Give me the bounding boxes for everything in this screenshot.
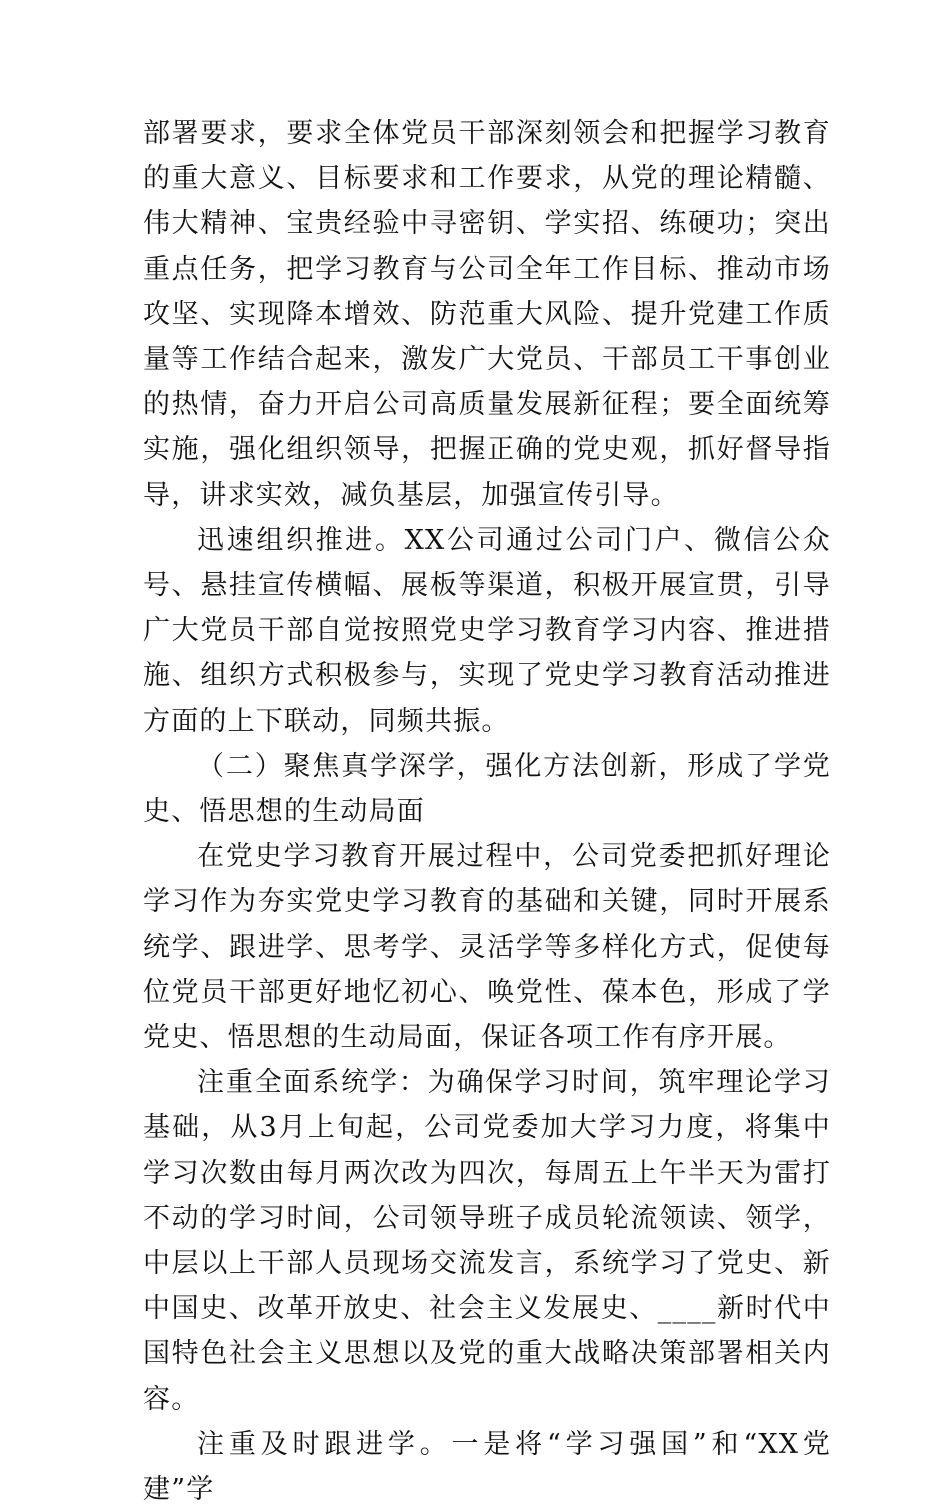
document-page <box>143 111 831 1512</box>
paragraph-rapid-promotion: 迅速组织推进。XX公司通过公司门户、微信公众号、悬挂宣传横幅、展板等渠道，积极开展宣贯，引导广大党员干部自觉按照党史学习教育学习内容、推进措施、组织方式积极参与，实现了党史学习教育活动推进方面的上下联动，同频共振。 <box>143 524 831 737</box>
paragraph-theory-study: 在党史学习教育开展过程中，公司党委把抓好理论学习作为夯实党史学习教育的基础和关键，同时开展系统学、跟进学、思考学、灵活学等多样化方式，促使每位党员干部更好地忆初心、唤党性、葆本色，形成了学党史、悟思想的生动局面，保证各项工作有序开展。 <box>143 841 831 1054</box>
section-heading-2: （二）聚焦真学深学，强化方法创新，形成了学党史、悟思想的生动局面 <box>143 750 831 828</box>
paragraph-systematic-study: 注重全面系统学：为确保学习时间，筑牢理论学习基础，从3月上旬起，公司党委加大学习力度，将集中学习次数由每月两次改为四次，每周五上午半天为雷打不动的学习时间，公司领导班子成员轮流领读、领学，中层以上干部人员现场交流发言，系统学习了党史、新中国史、改革开放史、社会主义发展史、____新时代中国特色社会主义思想以及党的重大战略决策部署相关内容。 <box>143 1067 831 1415</box>
paragraph-deployment-requirements: 部署要求，要求全体党员干部深刻领会和把握学习教育的重大意义、目标要求和工作要求，从党的理论精髓、伟大精神、宝贵经验中寻密钥、学实招、练硬功；突出重点任务，把学习教育与公司全年工作目标、推动市场攻坚、实现降本增效、防范重大风险、提升党建工作质量等工作结合起来，激发广大党员、干部员工干事创业的热情，奋力开启公司高质量发展新征程；要全面统筹实施，强化组织领导，把握正确的党史观，抓好督导指导，讲求实效，减负基层，加强宣传引导。 <box>143 118 831 511</box>
paragraph-follow-up-study: 注重及时跟进学。一是将“学习强国”和“XX党建”学 <box>143 1428 831 1506</box>
